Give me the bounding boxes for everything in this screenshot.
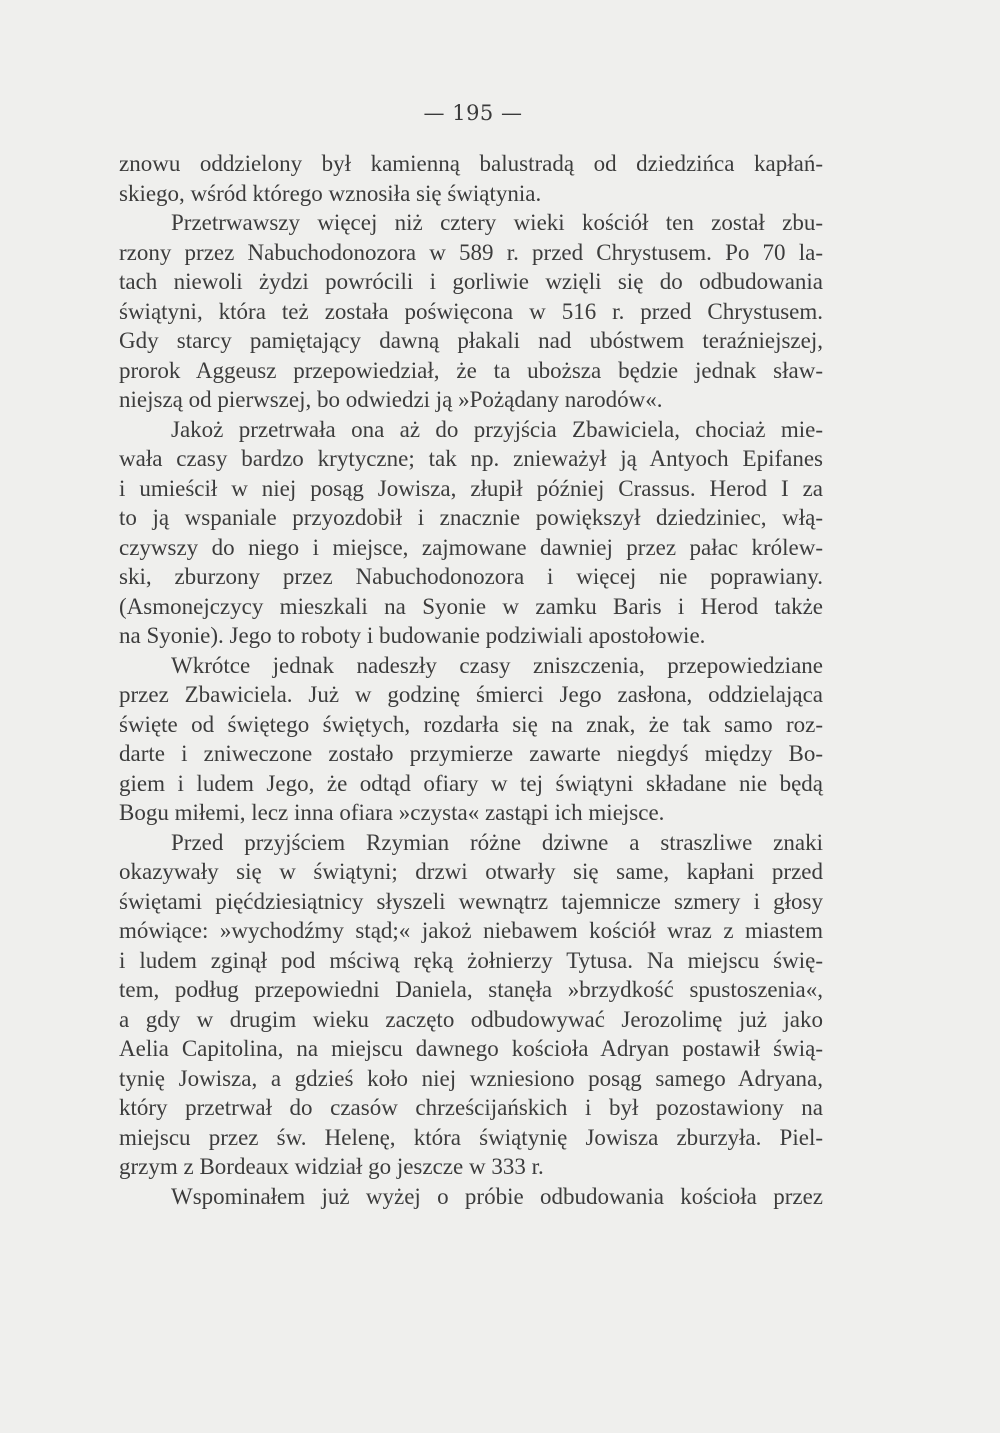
text-line: grzym z Bordeaux widział go jeszcze w 333 r. [119,1154,544,1179]
text-line: prorok Aggeusz przepowiedział, że ta uboższa będzie jednak sław- [119,357,823,383]
text-line: Przetrwawszy więcej niż cztery wieki kościół ten został zbu- [171,210,823,235]
page-number: — 195 — [423,101,523,125]
text-line: Wspominałem już wyżej o próbie odbudowania kościoła przez [171,1183,823,1209]
text-line: okazywały się w świątyni; drzwi otwarły się same, kapłani przed [119,859,823,884]
text-line: na Syonie). Jego to roboty i budowanie podziwiali apostołowie. [119,623,706,648]
text-line: a gdy w drugim wieku zaczęto odbudowywać Jerozolimę już jako [119,1006,823,1032]
text-line: niejszą od pierwszej, bo odwiedzi ją »Pożądany narodów«. [119,387,663,412]
text-line: (Asmonejczycy mieszkali na Syonie w zamku Baris i Herod także [119,593,823,619]
text-line: skiego, wśród którego wznosiła się świątynia. [119,180,542,206]
text-line: giem i ludem Jego, że odtąd ofiary w tej świątyni składane nie będą [119,770,823,796]
text-line: rzony przez Nabuchodonozora w 589 r. przed Chrystusem. Po 70 la- [119,239,823,265]
text-line: tach niewoli żydzi powrócili i gorliwie wzięli się do odbudowania [119,269,823,294]
text-line: ski, zburzony przez Nabuchodonozora i więcej nie poprawiany. [119,564,823,589]
text-line: mówiące: »wychodźmy stąd;« jakoż niebawem kościół wraz z miastem [119,918,823,943]
text-line: święte od świętego świętych, rozdarła się na znak, że tak samo roz- [119,711,823,737]
text-line: Przed przyjściem Rzymian różne dziwne a straszliwe znaki [171,829,823,855]
text-line: i umieścił w niej posąg Jowisza, złupił później Crassus. Herod I za [119,475,823,501]
text-line: Jakoż przetrwała ona aż do przyjścia Zbawiciela, chociaż mie- [171,416,823,442]
text-line: który przetrwał do czasów chrześcijańskich i był pozostawiony na [119,1095,823,1120]
text-line: Gdy starcy pamiętający dawną płakali nad ubóstwem teraźniejszej, [119,328,823,353]
text-line: Wkrótce jednak nadeszły czasy zniszczenia, przepowiedziane [171,652,823,678]
text-line: darte i zniweczone zostało przymierze zawarte niegdyś między Bo- [119,741,823,766]
text-line: znowu oddzielony był kamienną balustradą od dziedzińca kapłań- [119,151,823,176]
body-text [119,149,823,1211]
text-line: czywszy do niego i miejsce, zajmowane dawniej przez pałac królew- [119,534,823,560]
text-line: tem, podług przepowiedni Daniela, stanęła »brzydkość spustoszenia«, [119,977,823,1002]
text-line: miejscu przez św. Helenę, która świątynię Jowisza zburzyła. Piel- [119,1124,823,1150]
text-line: wała czasy bardzo krytyczne; tak np. znieważył ją Antyoch Epifanes [119,446,823,471]
text-line: to ją wspaniale przyozdobił i znacznie powiększył dziedziniec, włą- [119,505,823,530]
text-line: tynię Jowisza, a gdzieś koło niej wzniesiono posąg samego Adryana, [119,1065,823,1091]
text-line: Aelia Capitolina, na miejscu dawnego kościoła Adryan postawił świą- [119,1036,823,1061]
text-line: świętami pięćdziesiątnicy słyszeli wewnątrz tajemnicze szmery i głosy [119,888,823,914]
text-line: przez Zbawiciela. Już w godzinę śmierci Jego zasłona, oddzielająca [119,682,823,707]
text-line: i ludem zginął pod mściwą ręką żołnierzy Tytusa. Na miejscu świę- [119,947,823,973]
text-line: Bogu miłemi, lecz inna ofiara »czysta« zastąpi ich miejsce. [119,800,665,825]
text-line: świątyni, która też została poświęcona w 516 r. przed Chrystusem. [119,298,823,324]
